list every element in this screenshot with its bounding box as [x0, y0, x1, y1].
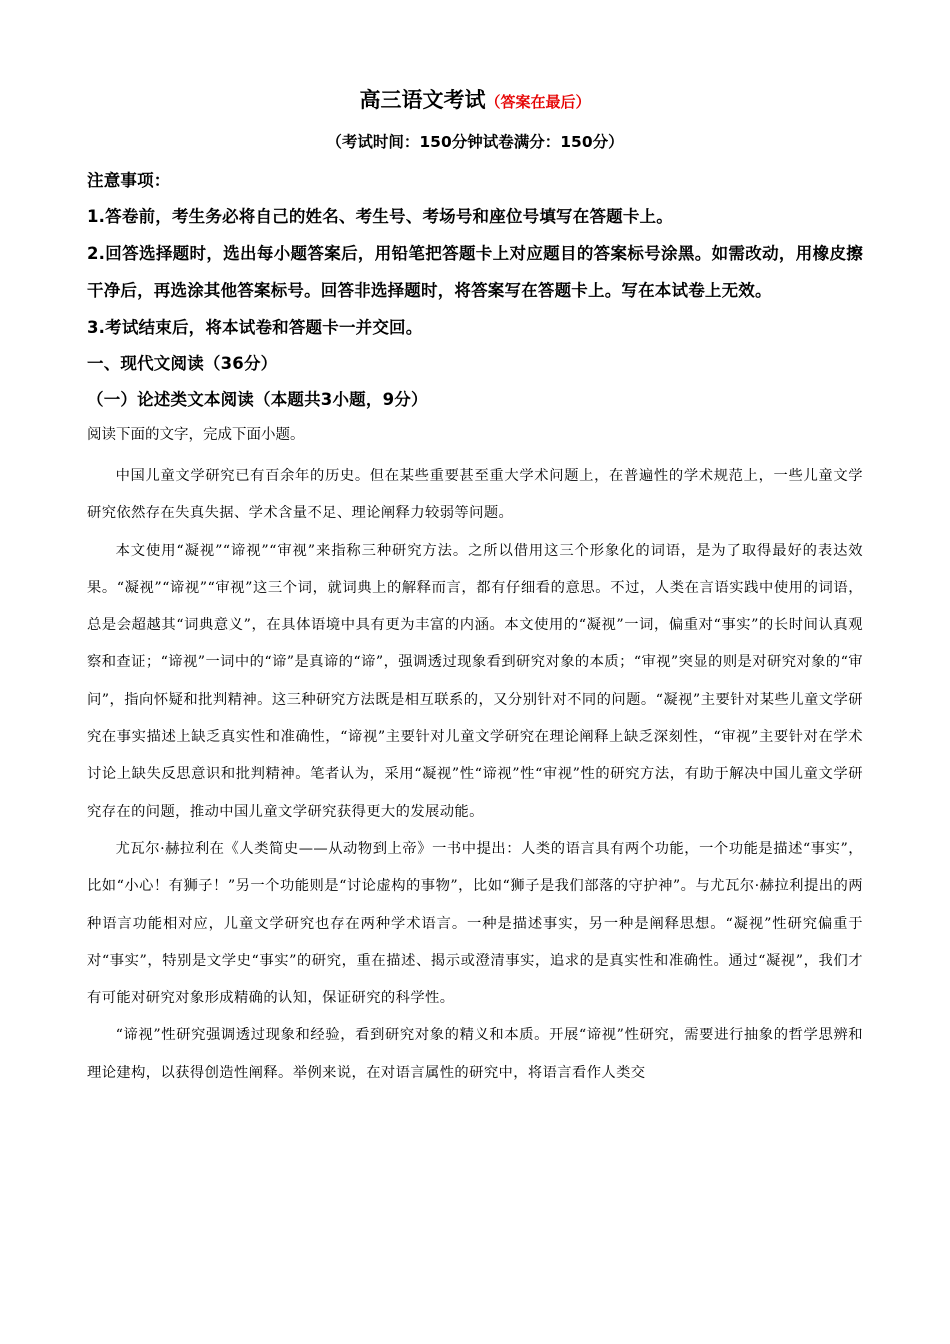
notice-item-1: 1.答卷前，考生务必将自己的姓名、考生号、考场号和座位号填写在答题卡上。: [87, 207, 673, 226]
section-heading: 一、现代文阅读（36分）: [87, 354, 278, 373]
subsection-heading: （一）论述类文本阅读（本题共3小题，9分）: [87, 390, 428, 409]
answer-note: （答案在最后）: [485, 93, 591, 111]
passage-paragraph-3: 尤瓦尔·赫拉利在《人类简史——从动物到上帝》一书中提出：人类的语言具有两个功能，一个功能是描述“事实”，比如“小心！有狮子！”另一个功能则是“讨论虚构的事物”，比如“狮子是我们部落的守护神”。与尤瓦尔·赫拉利提出的两种语言功能相对应，儿童文学研究也存在两种学术语言。一种是描述事实，另一种是阐释思想。“凝视”性研究偏重于对“事实”，特别是文学史“事实”的研究，重在描述、揭示或澄清事实，追求的是真实性和准确性。通过“凝视”，我们才有可能对研究对象形成精确的认知，保证研究的科学性。: [87, 840, 863, 1007]
notice-item-2: 2.回答选择题时，选出每小题答案后，用铅笔把答题卡上对应题目的答案标号涂黑。如需改动，用橡皮擦干净后，再选涂其他答案标号。回答非选择题时，将答案写在答题卡上。写在本试卷上无效。: [87, 244, 863, 300]
passage-paragraph-2: 本文使用“凝视”“谛视”“审视”来指称三种研究方法。之所以借用这三个形象化的词语，是为了取得最好的表达效果。“凝视”“谛视”“审视”这三个词，就词典上的解释而言，都有仔细看的意思。不过，人类在言语实践中使用的词语，总是会超越其“词典意义”，在具体语境中具有更为丰富的内涵。本文使用的“凝视”一词，偏重对“事实”的长时间认真观察和查证；“谛视”一词中的“谛”是真谛的“谛”，强调透过现象看到研究对象的本质；“审视”突显的则是对研究对象的“审问”，指向怀疑和批判精神。这三种研究方法既是相互联系的，又分别针对不同的问题。“凝视”主要针对某些儿童文学研究在事实描述上缺乏真实性和准确性，“谛视”主要针对儿童文学研究在理论阐释上缺乏深刻性，“审视”主要针对在学术讨论上缺失反思意识和批判精神。笔者认为，采用“凝视”性“谛视”性“审视”性的研究方法，有助于解决中国儿童文学研究存在的问题，推动中国儿童文学研究获得更大的发展动能。: [87, 542, 863, 820]
exam-page: [87, 86, 863, 1092]
passage-paragraph-4: “谛视”性研究强调透过现象和经验，看到研究对象的精义和本质。开展“谛视”性研究，需要进行抽象的哲学思辨和理论建构，以获得创造性阐释。举例来说，在对语言属性的研究中，将语言看作人类交: [87, 1027, 863, 1081]
notice-item-3: 3.考试结束后，将本试卷和答题卡一并交回。: [87, 318, 423, 337]
title-text: 高三语文考试: [359, 87, 486, 112]
reading-instruction: 阅读下面的文字，完成下面小题。: [87, 427, 305, 443]
notice-heading: 注意事项：: [87, 171, 171, 190]
page-title: [87, 86, 863, 116]
passage-paragraph-1: 中国儿童文学研究已有百余年的历史。但在某些重要甚至重大学术问题上，在普遍性的学术规范上，一些儿童文学研究依然存在失真失据、学术含量不足、理论阐释力较弱等问题。: [87, 468, 863, 522]
exam-duration-info: （考试时间：150分钟试卷满分：150分）: [326, 133, 624, 151]
